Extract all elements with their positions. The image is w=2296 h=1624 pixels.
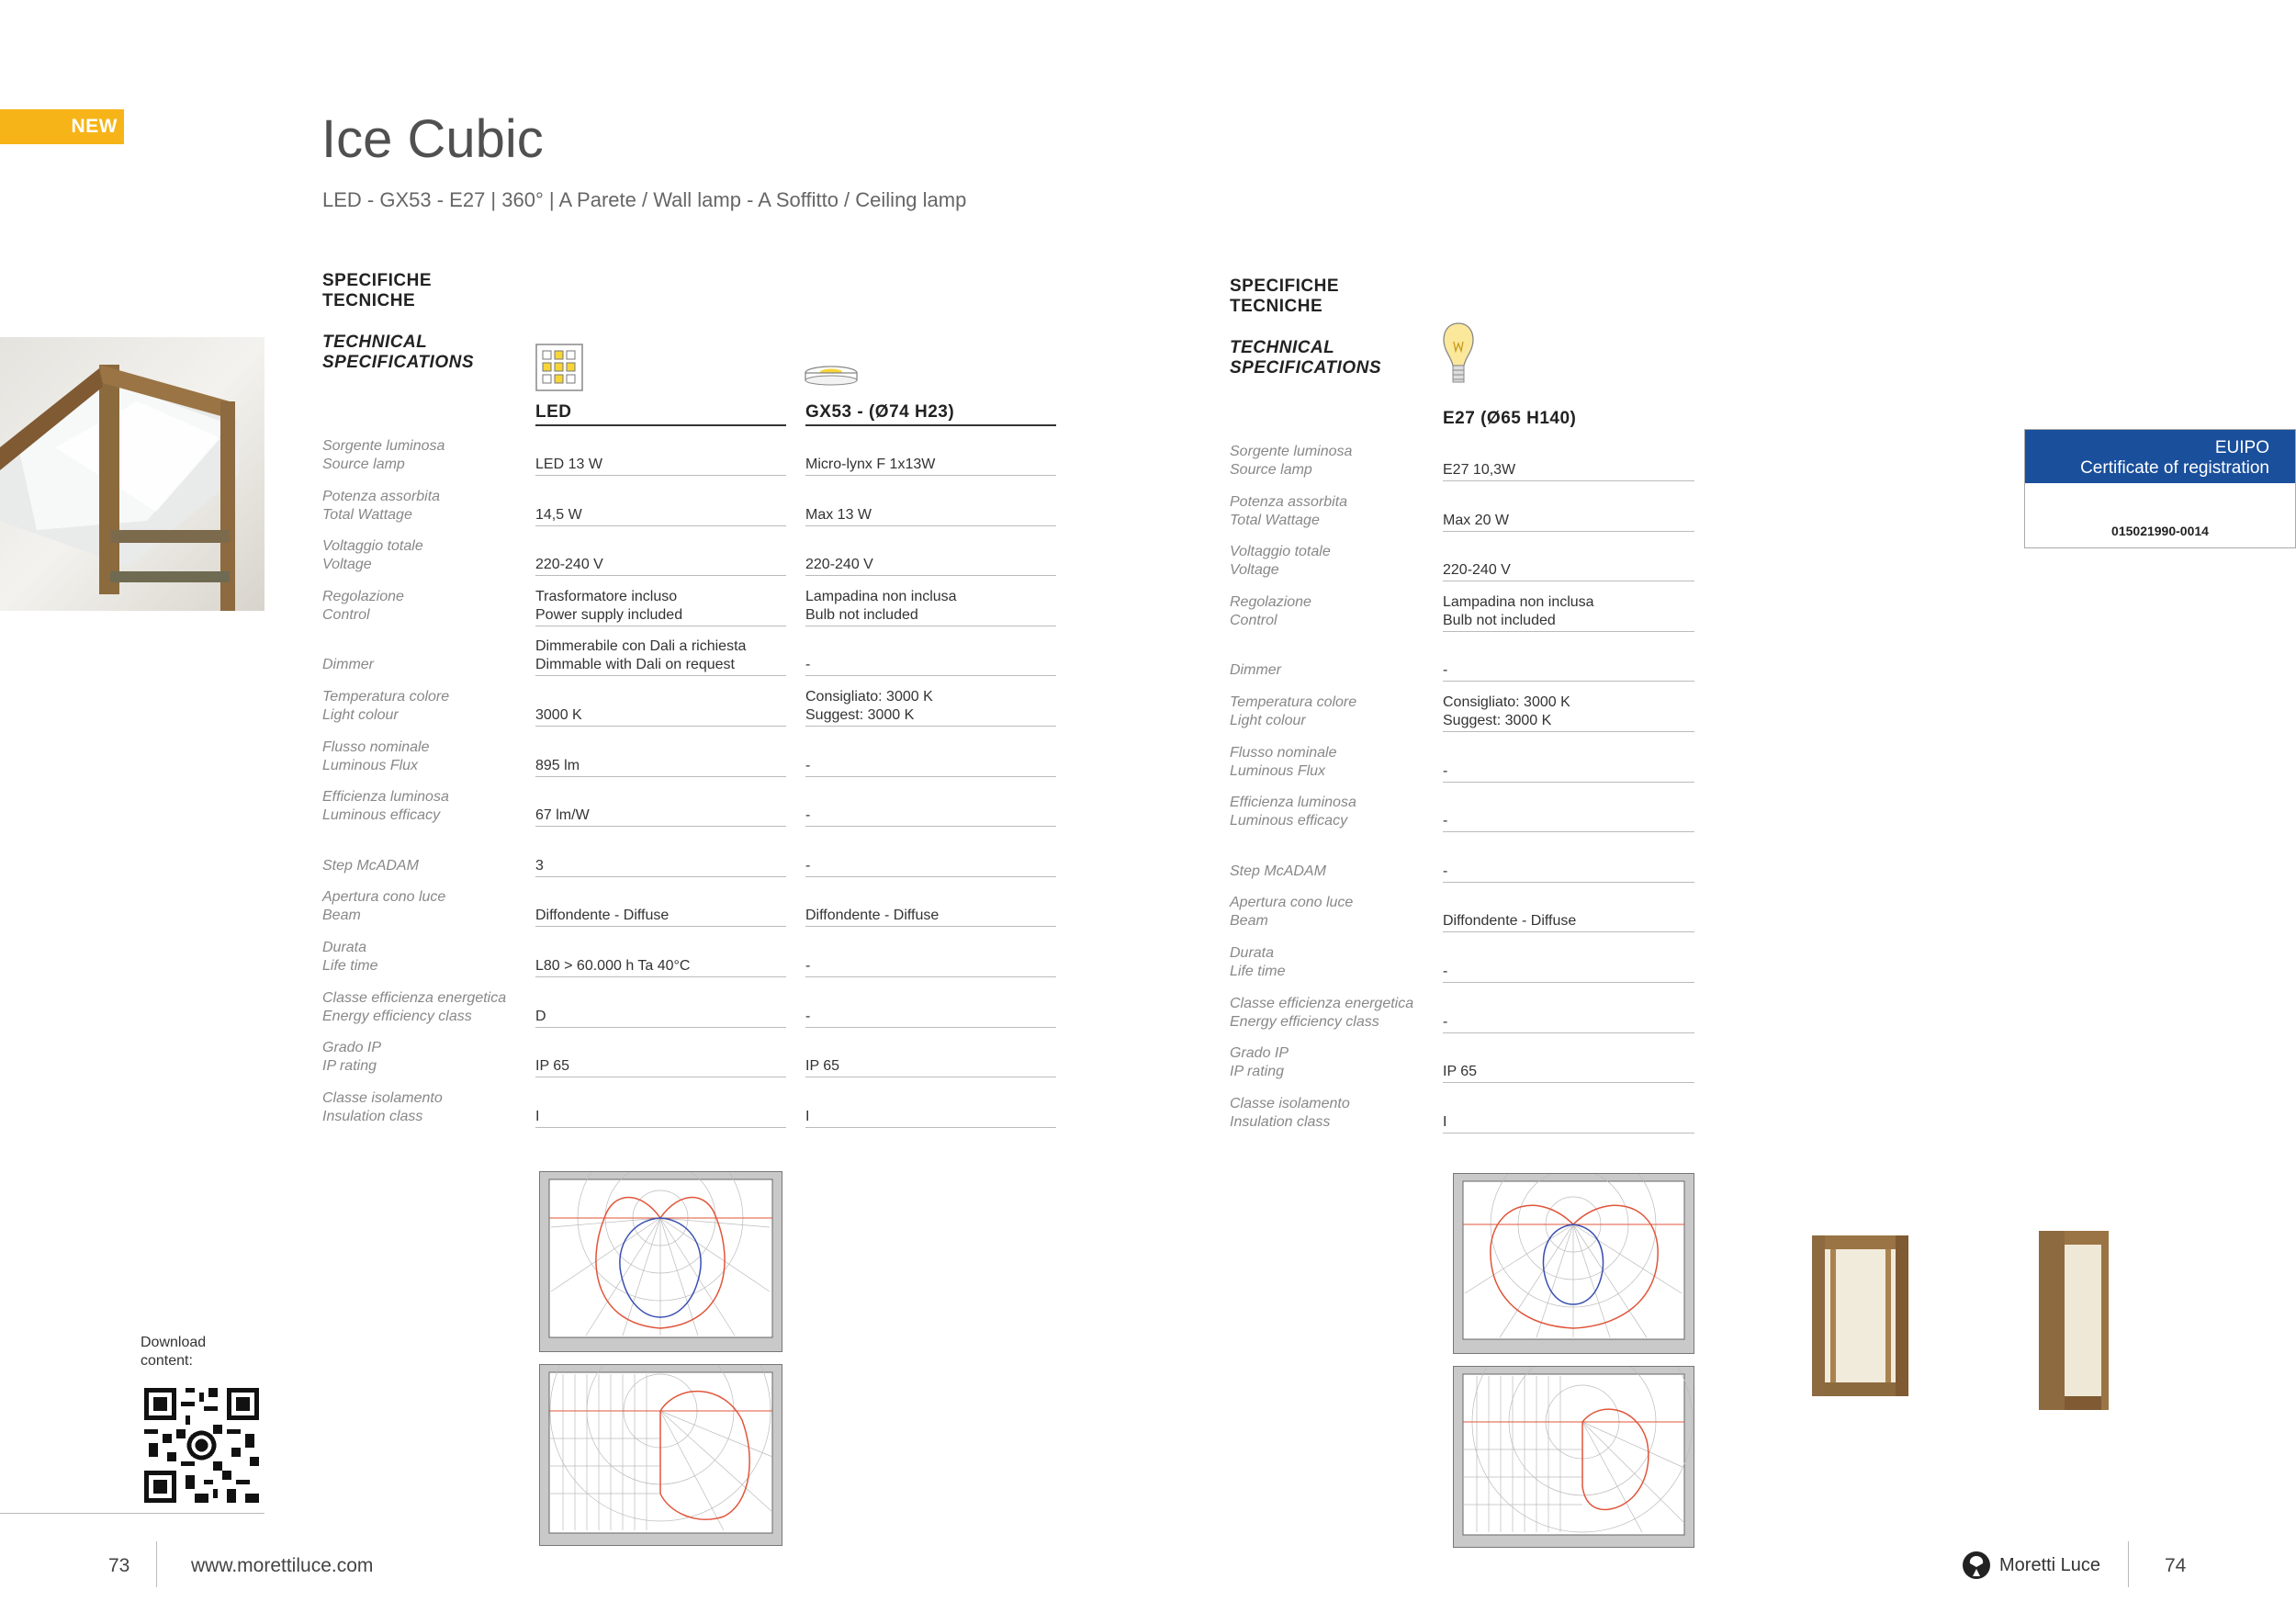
spec-label: Temperatura colore Light colour	[322, 689, 450, 723]
spec-value-e27: Diffondente - Diffuse	[1443, 894, 1694, 932]
spec-heading-it-right: SPECIFICHE TECNICHE	[1230, 276, 1340, 316]
spec-value-led: LED 13 W	[535, 437, 786, 476]
spec-value-e27: Max 20 W	[1443, 493, 1694, 532]
spec-value-gx53: Lampadina non inclusa Bulb not included	[805, 588, 1056, 626]
bulb-icon	[1442, 321, 1475, 389]
spec-value-led: 895 lm	[535, 739, 786, 777]
spec-value-led: 3000 K	[535, 688, 786, 727]
column-head-e27: E27 (Ø65 H140)	[1443, 409, 1577, 428]
cartesian-diagram-led	[539, 1364, 782, 1546]
spec-label: Sorgente luminosa Source lamp	[322, 438, 445, 472]
spec-label: Classe efficienza energetica Energy efficiency class	[1230, 995, 1414, 1030]
spec-value-gx53: -	[805, 839, 1056, 877]
spec-value-gx53: 220-240 V	[805, 537, 1056, 576]
spec-label: Apertura cono luce Beam	[1230, 895, 1354, 930]
spec-label: Durata Life time	[1230, 945, 1286, 979]
spec-label: Regolazione Control	[322, 588, 404, 623]
gx53-disc-icon	[804, 364, 859, 388]
spec-value-led: 220-240 V	[535, 537, 786, 576]
spec-label: Flusso nominale Luminous Flux	[322, 739, 430, 773]
polar-diagram-led	[539, 1171, 782, 1352]
spec-value-e27: -	[1443, 794, 1694, 832]
footer-divider-left	[156, 1541, 157, 1587]
spec-value-gx53: -	[805, 637, 1056, 676]
spec-label: Potenza assorbita Total Wattage	[322, 488, 441, 523]
product-photo-side	[2020, 1217, 2122, 1419]
spec-value-gx53: Micro-lynx F 1x13W	[805, 437, 1056, 476]
spec-value-gx53: -	[805, 939, 1056, 977]
spec-label: Classe isolamento Insulation class	[1230, 1095, 1350, 1130]
spec-label: Classe efficienza energetica Energy efficiency class	[322, 989, 507, 1024]
spec-label: Dimmer	[1230, 662, 1281, 679]
page-title: Ice Cubic	[321, 109, 544, 169]
page-subtitle: LED - GX53 - E27 | 360° | A Parete / Wall lamp - A Soffitto / Ceiling lamp	[322, 188, 967, 211]
spec-value-gx53: -	[805, 739, 1056, 777]
spec-label: Efficienza luminosa Luminous efficacy	[1230, 795, 1356, 829]
spec-value-led: 3	[535, 839, 786, 877]
spec-value-led: Trasformatore incluso Power supply included	[535, 588, 786, 626]
spec-label: Voltaggio totale Voltage	[1230, 544, 1331, 579]
spec-value-led: 67 lm/W	[535, 788, 786, 827]
spec-value-e27: IP 65	[1443, 1044, 1694, 1083]
spec-value-e27: -	[1443, 744, 1694, 783]
euipo-number: 015021990-0014	[2111, 524, 2209, 538]
spec-label: Temperatura colore Light colour	[1230, 694, 1357, 728]
cartesian-diagram-e27	[1453, 1366, 1694, 1548]
spec-value-e27: Lampadina non inclusa Bulb not included	[1443, 593, 1694, 632]
qr-code[interactable]	[140, 1383, 264, 1507]
spec-label: Dimmer	[322, 657, 374, 673]
left-page-number: 73	[108, 1555, 130, 1576]
spec-label: Step McADAM	[322, 857, 419, 874]
spec-label: Step McADAM	[1230, 863, 1326, 879]
spec-label: Voltaggio totale Voltage	[322, 538, 423, 573]
spec-value-e27: I	[1443, 1095, 1694, 1133]
spec-value-led: L80 > 60.000 h Ta 40°C	[535, 939, 786, 977]
spec-value-e27: -	[1443, 995, 1694, 1033]
column-head-led: LED	[535, 402, 786, 426]
spec-label: Classe isolamento Insulation class	[322, 1089, 443, 1124]
right-page-number: 74	[2165, 1555, 2187, 1576]
product-photo-closeup	[0, 337, 264, 611]
spec-label: Potenza assorbita Total Wattage	[1230, 493, 1348, 528]
spec-value-e27: Consigliato: 3000 K Suggest: 3000 K	[1443, 694, 1694, 732]
footer-rule	[0, 1513, 264, 1514]
spec-value-gx53: -	[805, 788, 1056, 827]
moretti-logo-icon	[1962, 1551, 1991, 1580]
spec-value-gx53: Diffondente - Diffuse	[805, 888, 1056, 927]
spec-value-e27: -	[1443, 844, 1694, 883]
spec-heading-en-right: TECHNICAL SPECIFICATIONS	[1230, 338, 1381, 378]
spec-value-led: Diffondente - Diffuse	[535, 888, 786, 927]
product-photo-front	[1803, 1226, 1918, 1410]
euipo-title: EUIPO	[2214, 438, 2269, 457]
spec-value-led: 14,5 W	[535, 488, 786, 526]
polar-diagram-e27	[1453, 1173, 1694, 1354]
euipo-subtitle: Certificate of registration	[2080, 458, 2269, 478]
spec-value-led: D	[535, 989, 786, 1028]
footer-divider-right	[2128, 1541, 2129, 1587]
spec-value-e27: -	[1443, 944, 1694, 983]
spec-label: Apertura cono luce Beam	[322, 889, 446, 924]
spec-value-led: I	[535, 1089, 786, 1128]
website-link[interactable]: www.morettiluce.com	[191, 1555, 374, 1576]
column-head-gx53: GX53 - (Ø74 H23)	[805, 402, 1056, 426]
spec-value-e27: 220-240 V	[1443, 543, 1694, 581]
spec-value-gx53: IP 65	[805, 1039, 1056, 1077]
brand-name: Moretti Luce	[1999, 1555, 2101, 1575]
spec-label: Sorgente luminosa Source lamp	[1230, 444, 1353, 478]
spec-value-gx53: I	[805, 1089, 1056, 1128]
spec-value-gx53: Consigliato: 3000 K Suggest: 3000 K	[805, 688, 1056, 727]
spec-value-led: Dimmerabile con Dali a richiesta Dimmable with Dali on request	[535, 637, 786, 676]
spec-heading-it: SPECIFICHE TECNICHE	[322, 271, 433, 310]
spec-label: Regolazione Control	[1230, 593, 1311, 628]
led-grid-icon	[535, 344, 583, 391]
spec-value-led: IP 65	[535, 1039, 786, 1077]
spec-value-e27: -	[1443, 643, 1694, 682]
spec-value-gx53: Max 13 W	[805, 488, 1056, 526]
spec-label: Efficienza luminosa Luminous efficacy	[322, 789, 449, 824]
spec-label: Grado IP IP rating	[322, 1040, 382, 1075]
spec-label: Durata Life time	[322, 940, 378, 974]
euipo-certificate	[2024, 429, 2296, 548]
spec-heading-en: TECHNICAL SPECIFICATIONS	[322, 333, 474, 372]
spec-value-gx53: -	[805, 989, 1056, 1028]
new-badge: NEW	[0, 109, 124, 144]
spec-value-e27: E27 10,3W	[1443, 443, 1694, 481]
spec-label: Grado IP IP rating	[1230, 1045, 1289, 1080]
spec-label: Flusso nominale Luminous Flux	[1230, 744, 1337, 779]
download-label: Download content:	[141, 1335, 207, 1369]
